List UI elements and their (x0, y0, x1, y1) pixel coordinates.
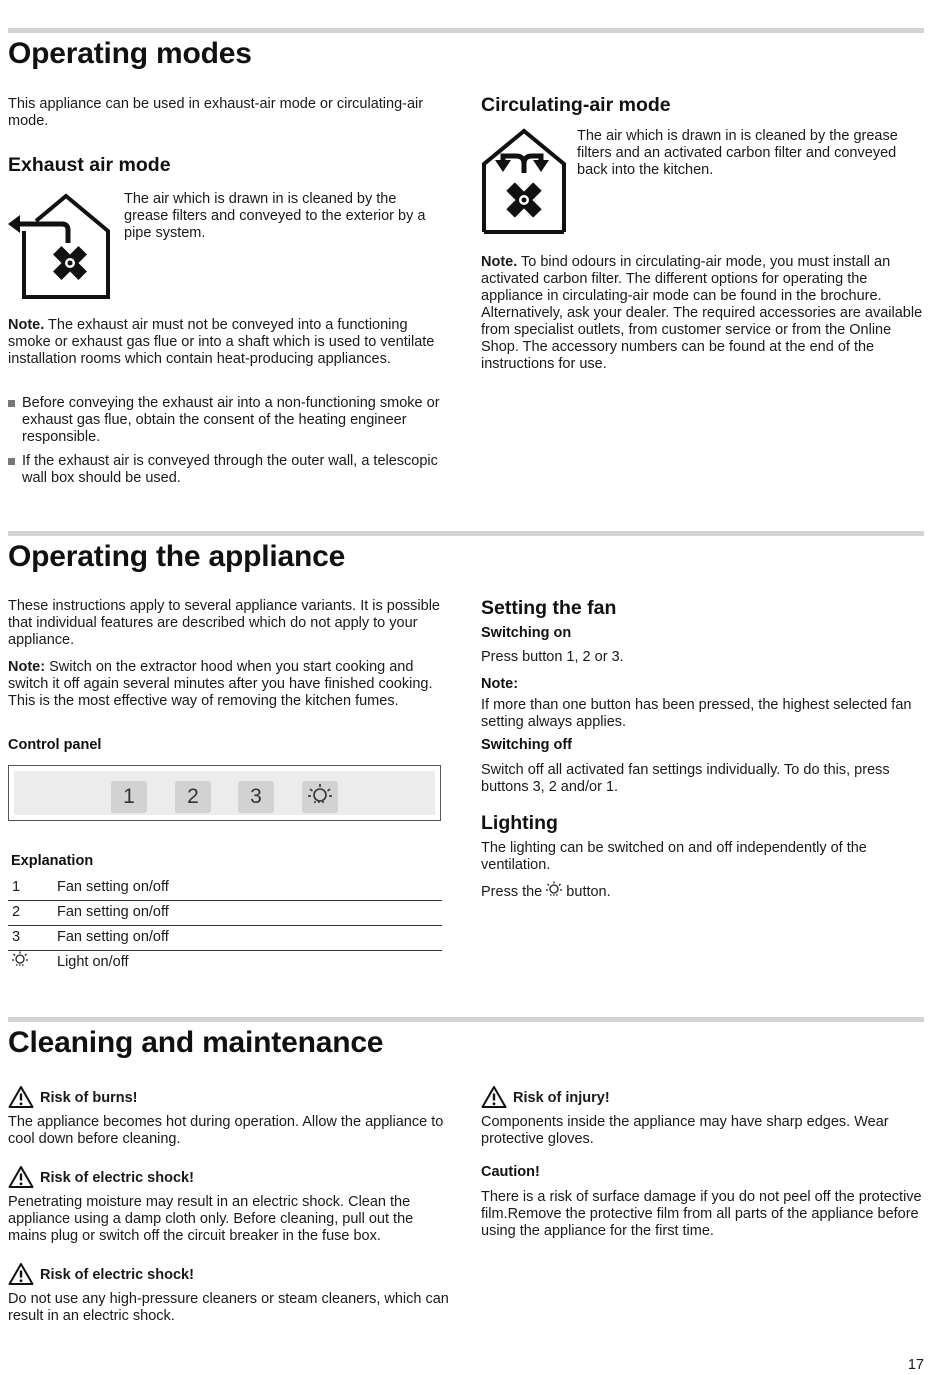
table-row (8, 900, 442, 926)
section-rule (8, 531, 924, 536)
warning-text: The appliance becomes hot during operation. Allow the appliance to cool down before cleaning. (8, 1114, 444, 1147)
fan-note-text: If more than one button has been pressed, the highest selected fan setting always applies. (481, 697, 912, 730)
operating-note (8, 659, 453, 710)
note-label: Note. (8, 317, 45, 333)
warning-triangle-icon (481, 1085, 507, 1109)
table-cell-value: Fan setting on/off (57, 929, 169, 945)
control-panel-label: Control panel (8, 737, 102, 753)
lighting-instruction-suffix: button. (562, 884, 611, 900)
lighting-instruction-prefix: Press the (481, 884, 547, 900)
warning-title: Risk of injury! (513, 1090, 610, 1106)
exhaust-air-mode-description: The air which is drawn in is cleaned by the grease filters and conveyed to the exterior by a pipe system. (124, 191, 426, 241)
explanation-title: Explanation (11, 853, 94, 869)
table-cell-key: 3 (12, 929, 21, 945)
note-text: Switch on the extractor hood when you start cooking and switch it off again several minutes after you have finished cooking. This is the most effective way of removing the kitchen fumes. (8, 659, 433, 709)
bullet-square-icon (8, 400, 15, 407)
list-item (8, 395, 453, 446)
fan-button-3[interactable]: 3 (238, 781, 274, 813)
list-item (8, 453, 453, 487)
list-item-text: Before conveying the exhaust air into a non-functioning smoke or exhaust gas flue, obtain the consent of the heating engineer responsible. (22, 395, 440, 445)
light-button[interactable] (302, 781, 338, 813)
operating-intro: These instructions apply to several appliance variants. It is possible that individual features are described which do not apply to your appliance. (8, 598, 440, 648)
warning-title: Risk of electric shock! (40, 1170, 194, 1186)
note-text: To bind odours in circulating-air mode, you must install an activated carbon filter. The different options for operating the appliance in circulating-air mode can be found in the brochure. Alternatively, ask your dealer. The required accessories are available from specialist outlets, from customer service or from the Online Shop. The accessory numbers can be found at the end of the instructions for use. (481, 254, 923, 372)
section-title-cleaning-and-maintenance: Cleaning and maintenance (8, 1026, 384, 1059)
warning-text: Do not use any high-pressure cleaners or steam cleaners, which can result in an electric shock. (8, 1291, 449, 1324)
table-cell-value: Light on/off (57, 954, 129, 970)
exhaust-note (8, 317, 453, 368)
note-label: Note: (8, 659, 46, 675)
caution-text: There is a risk of surface damage if you do not peel off the protective film.Remove the protective film from all parts of the appliance before using the appliance for the first time. (481, 1189, 922, 1239)
section-title-operating-modes: Operating modes (8, 37, 252, 70)
bullet-square-icon (8, 458, 15, 465)
page-number: 17 (907, 1357, 924, 1373)
switching-off-label: Switching off (481, 737, 573, 753)
table-cell-value: Fan setting on/off (57, 904, 169, 920)
warning-text: Penetrating moisture may result in an electric shock. Clean the appliance using a damp cloth only. Before cleaning, pull out the mains plug or switch off the circuit breaker in the fuse box. (8, 1194, 414, 1244)
lighting-instruction (481, 881, 926, 901)
warning-text: Components inside the appliance may have sharp edges. Wear protective gloves. (481, 1114, 889, 1147)
table-row (8, 950, 442, 975)
warning-title: Risk of electric shock! (40, 1267, 194, 1283)
table-cell-key (12, 950, 28, 975)
switching-off-text: Switch off all activated fan settings individually. To do this, press buttons 3, 2 and/or 1. (481, 762, 890, 795)
table-cell-key: 2 (12, 904, 21, 920)
fan-button-1[interactable]: 1 (111, 781, 147, 813)
light-bulb-icon (546, 881, 562, 899)
table-cell-key: 1 (12, 879, 21, 895)
fan-button-2[interactable]: 2 (175, 781, 211, 813)
fan-note-label: Note: (481, 676, 519, 692)
switching-on-text: Press button 1, 2 or 3. (481, 649, 624, 665)
lighting-text: The lighting can be switched on and off independently of the ventilation. (481, 840, 867, 873)
section-title-operating-the-appliance: Operating the appliance (8, 540, 346, 573)
section-rule (8, 1017, 924, 1022)
control-panel-surface (14, 771, 435, 815)
list-item-text: If the exhaust air is conveyed through the outer wall, a telescopic wall box should be used. (22, 453, 438, 486)
switching-on-label: Switching on (481, 625, 572, 641)
caution-title: Caution! (481, 1164, 540, 1180)
note-label: Note. (481, 254, 518, 270)
table-row (8, 925, 442, 951)
light-bulb-icon (302, 781, 338, 813)
control-panel (8, 765, 441, 821)
setting-the-fan-title: Setting the fan (481, 597, 617, 619)
circulating-note (481, 254, 926, 373)
operating-modes-intro: This appliance can be used in exhaust-air mode or circulating-air mode. (8, 96, 424, 129)
warning-triangle-icon (8, 1262, 34, 1286)
table-cell-value: Fan setting on/off (57, 879, 169, 895)
table-row (8, 875, 442, 901)
lighting-title: Lighting (481, 812, 558, 834)
note-text: The exhaust air must not be conveyed into a functioning smoke or exhaust gas flue or into a shaft which is used to ventilate installation rooms which contain heat-producing appliances. (8, 317, 435, 367)
circulating-air-mode-icon (481, 128, 567, 236)
exhaust-air-mode-icon (8, 193, 112, 301)
warning-triangle-icon (8, 1085, 34, 1109)
light-bulb-icon (12, 951, 28, 969)
exhaust-air-mode-title: Exhaust air mode (8, 154, 171, 176)
circulating-air-mode-description: The air which is drawn in is cleaned by the grease filters and an activated carbon filter and conveyed back into the kitchen. (577, 128, 898, 178)
warning-triangle-icon (8, 1165, 34, 1189)
warning-title: Risk of burns! (40, 1090, 138, 1106)
section-rule (8, 28, 924, 33)
circulating-air-mode-title: Circulating-air mode (481, 94, 671, 116)
